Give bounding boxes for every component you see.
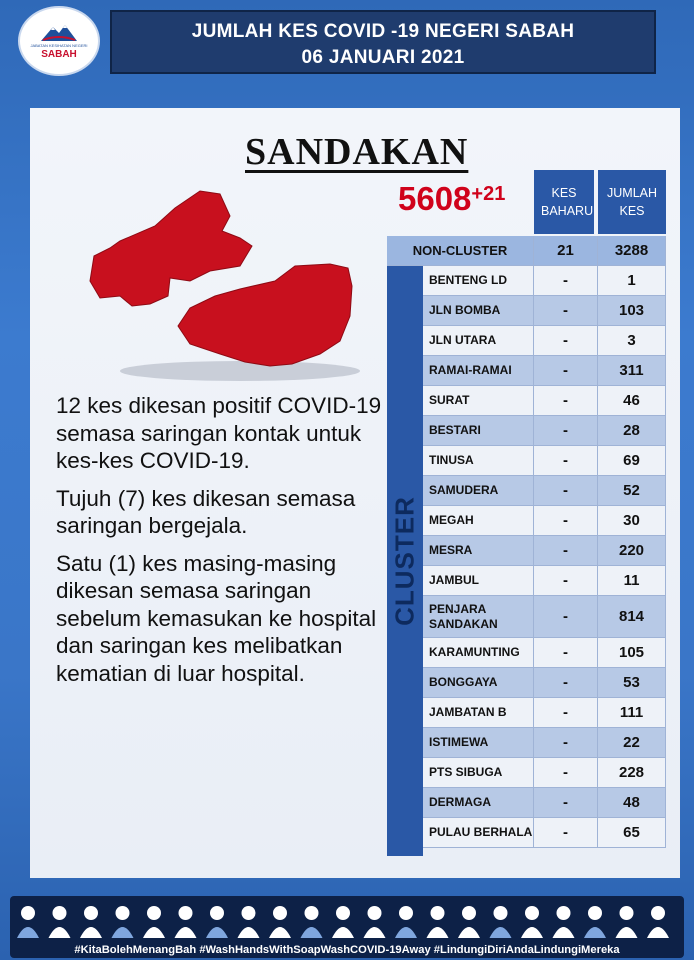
page-date: 06 JANUARI 2021 [301, 47, 465, 68]
row-name: BESTARI [423, 416, 534, 446]
row-new: - [534, 266, 598, 296]
row-new: - [534, 818, 598, 848]
total-cases-value: 5608 [398, 180, 472, 217]
row-total: 103 [598, 296, 666, 326]
person-icon [427, 906, 449, 938]
table-row [423, 386, 666, 416]
row-total: 11 [598, 566, 666, 596]
row-name: PTS SIBUGA [423, 758, 534, 788]
frontliner-figures [10, 900, 684, 940]
row-total: 30 [598, 506, 666, 536]
row-total: 46 [598, 386, 666, 416]
table-row [423, 728, 666, 758]
row-name: RAMAI-RAMAI [423, 356, 534, 386]
row-name: PENJARA SANDAKAN [423, 596, 534, 638]
person-icon [458, 906, 480, 938]
row-new: - [534, 788, 598, 818]
row-new: - [534, 596, 598, 638]
row-name: MEGAH [423, 506, 534, 536]
total-cases [398, 180, 505, 218]
table-row [423, 356, 666, 386]
column-header-new [534, 170, 594, 234]
description-paragraph-1: 12 kes dikesan positif COVID-19 semasa saringan kontak untuk kes-kes COVID-19. [56, 393, 382, 473]
table-row [423, 668, 666, 698]
column-header-total-label: JUMLAH KES [607, 186, 658, 218]
description [56, 392, 386, 697]
table-row [423, 566, 666, 596]
row-total: 1 [598, 266, 666, 296]
table-row [423, 506, 666, 536]
mountain-logo-icon [39, 23, 79, 43]
cluster-label: CLUSTER [389, 496, 420, 626]
row-total: 311 [598, 356, 666, 386]
row-new: - [534, 506, 598, 536]
column-header-new-label: KES BAHARU [541, 186, 594, 218]
row-new: - [534, 758, 598, 788]
row-total: 228 [598, 758, 666, 788]
person-icon [647, 906, 669, 938]
logo [18, 6, 100, 76]
row-total: 105 [598, 638, 666, 668]
row-new: - [534, 356, 598, 386]
person-icon [616, 906, 638, 938]
row-new: - [534, 536, 598, 566]
row-new: - [534, 566, 598, 596]
row-total: 220 [598, 536, 666, 566]
row-total: 53 [598, 668, 666, 698]
row-new: - [534, 476, 598, 506]
table-row [423, 266, 666, 296]
row-new: - [534, 296, 598, 326]
row-total: 52 [598, 476, 666, 506]
row-total: 28 [598, 416, 666, 446]
row-total: 22 [598, 728, 666, 758]
person-icon [80, 906, 102, 938]
row-name: ISTIMEWA [423, 728, 534, 758]
row-name: JAMBATAN B [423, 698, 534, 728]
table-row [423, 596, 666, 638]
row-new: - [534, 638, 598, 668]
page-title: JUMLAH KES COVID -19 NEGERI SABAH [191, 21, 575, 42]
row-total: 814 [598, 596, 666, 638]
person-icon [238, 906, 260, 938]
row-name: BONGGAYA [423, 668, 534, 698]
person-icon [521, 906, 543, 938]
person-icon [301, 906, 323, 938]
row-new: - [534, 446, 598, 476]
person-icon [143, 906, 165, 938]
row-new: - [534, 698, 598, 728]
table-row [423, 326, 666, 356]
person-icon [553, 906, 575, 938]
description-paragraph-3: Satu (1) kes masing-masing dikesan semasa saringan sebelum kemasukan ke hospital dan saringan kes melibatkan kematian di luar hospital. [56, 550, 377, 686]
hashtags: #KitaBolehMenangBah #WashHandsWithSoapWashCOVID-19Away #LindungiDiriAndaLindungiMereka [74, 944, 620, 956]
row-name: NON-CLUSTER [387, 236, 534, 266]
person-icon [332, 906, 354, 938]
row-name: JAMBUL [423, 566, 534, 596]
district-map-shape [90, 191, 352, 366]
row-name: SAMUDERA [423, 476, 534, 506]
row-total: 69 [598, 446, 666, 476]
row-total: 48 [598, 788, 666, 818]
row-new: - [534, 326, 598, 356]
main-panel [30, 108, 680, 878]
table-row [423, 446, 666, 476]
row-new: - [534, 386, 598, 416]
row-name: TINUSA [423, 446, 534, 476]
table-row [423, 758, 666, 788]
table-row [423, 296, 666, 326]
person-icon [395, 906, 417, 938]
new-cases-value: +21 [471, 182, 506, 205]
row-new: - [534, 668, 598, 698]
person-icon [584, 906, 606, 938]
person-icon [206, 906, 228, 938]
person-icon [269, 906, 291, 938]
row-name: JLN BOMBA [423, 296, 534, 326]
row-new: - [534, 416, 598, 446]
person-icon [490, 906, 512, 938]
row-name: DERMAGA [423, 788, 534, 818]
table-row-non-cluster [387, 236, 666, 266]
table-row [423, 536, 666, 566]
logo-caption: JABATAN KESIHATAN NEGERI [30, 42, 88, 48]
row-new: 21 [534, 236, 598, 266]
table-row [423, 818, 666, 848]
district-map [80, 186, 360, 386]
logo-text: SABAH [41, 48, 77, 60]
row-total: 3288 [598, 236, 666, 266]
title-banner [110, 10, 656, 74]
person-icon [112, 906, 134, 938]
row-total: 3 [598, 326, 666, 356]
row-name: PULAU BERHALA [423, 818, 534, 848]
table-row [423, 698, 666, 728]
row-name: MESRA [423, 536, 534, 566]
person-icon [49, 906, 71, 938]
person-icon [364, 906, 386, 938]
row-name: KARAMUNTING [423, 638, 534, 668]
person-icon [17, 906, 39, 938]
table-row [423, 638, 666, 668]
row-name: BENTENG LD [423, 266, 534, 296]
row-total: 111 [598, 698, 666, 728]
table-row [423, 788, 666, 818]
description-paragraph-2: Tujuh (7) kes dikesan semasa saringan bergejala. [56, 485, 356, 538]
row-new: - [534, 728, 598, 758]
row-name: JLN UTARA [423, 326, 534, 356]
footer [10, 896, 684, 958]
column-header-total [598, 170, 666, 234]
row-total: 65 [598, 818, 666, 848]
cluster-label-strip [387, 266, 423, 856]
row-name: SURAT [423, 386, 534, 416]
district-heading: SANDAKAN [245, 131, 469, 173]
table-row [423, 416, 666, 446]
person-icon [175, 906, 197, 938]
table-row [423, 476, 666, 506]
